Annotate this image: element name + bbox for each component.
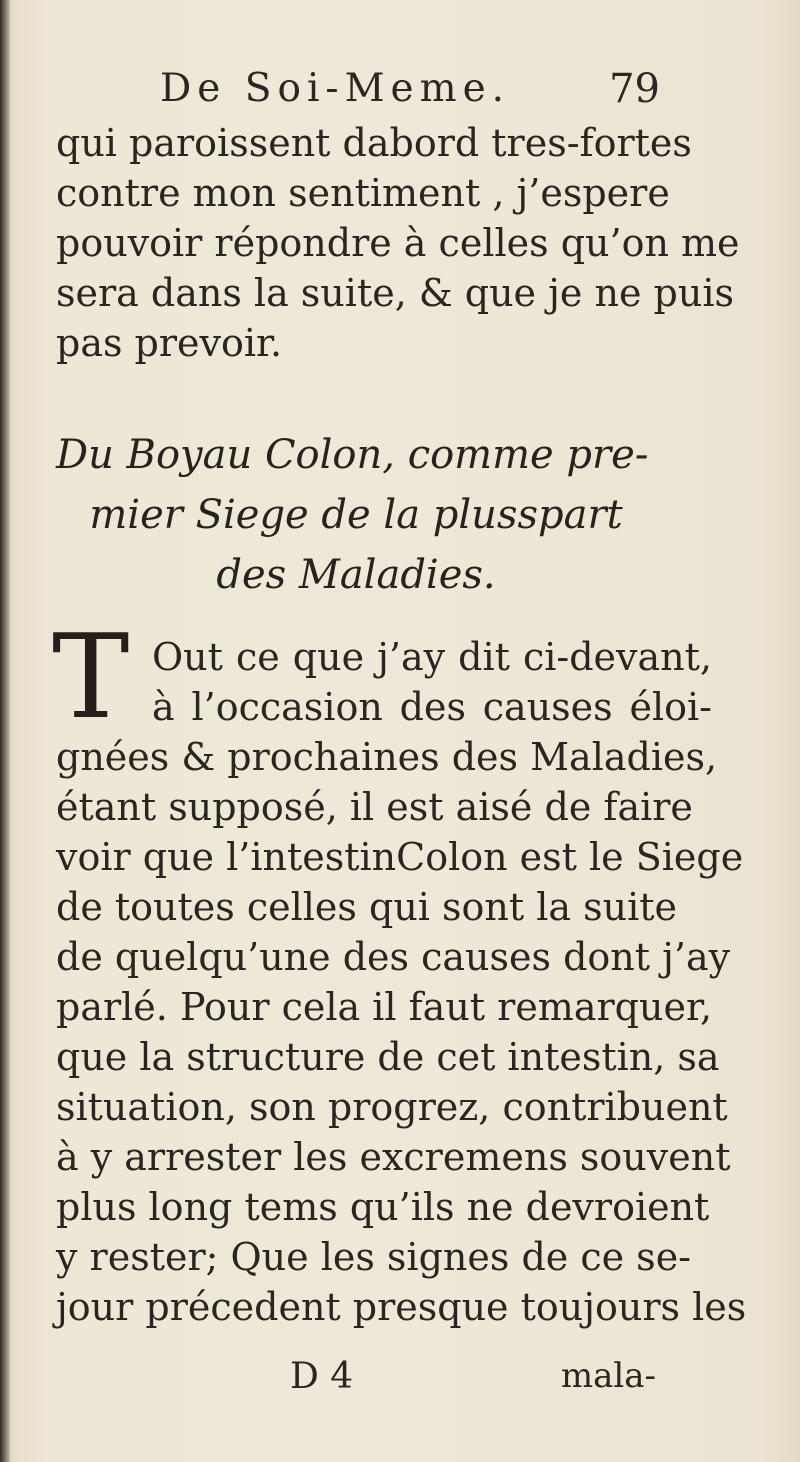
drop-cap: T	[52, 610, 130, 745]
text-line: pouvoir répondre à celles qu’on me	[56, 221, 740, 265]
running-title: De Soi-Meme.	[160, 66, 511, 111]
signature-mark: D 4	[290, 1356, 354, 1397]
text-line: jour précedent presque toujours les	[56, 1285, 747, 1329]
text-line: y rester; Que les signes de ce se-	[56, 1235, 692, 1279]
text-line: voir que l’intestinColon est le Siege	[56, 835, 744, 879]
text-line: plus long tems qu’ils ne devroient	[56, 1185, 710, 1229]
page-footer	[290, 1356, 656, 1406]
text-line: pas prevoir.	[56, 321, 283, 365]
text-line: à y arrester les excremens souvent	[56, 1135, 731, 1179]
text-line: gnées & prochaines des Maladies,	[56, 735, 718, 779]
heading-line: Du Boyau Colon, comme pre-	[56, 432, 649, 478]
catchword: mala-	[560, 1356, 656, 1396]
text-line: de toutes celles qui sont la suite	[56, 885, 678, 929]
text-line: situation, son progrez, contribuent	[56, 1085, 728, 1129]
heading-line: des Maladies.	[216, 552, 496, 598]
text-line: qui paroissent dabord tres-fortes	[56, 121, 692, 165]
text-line: sera dans la suite, & que je ne puis	[56, 271, 734, 315]
text-line: contre mon sentiment , j’espere	[56, 171, 670, 215]
text-line: étant supposé, il est aisé de faire	[56, 785, 693, 829]
text-line: de quelqu’une des causes dont j’ay	[56, 935, 731, 979]
text-line: que la structure de cet intestin, sa	[56, 1035, 720, 1079]
heading-line: mier Siege de la plusspart	[89, 492, 623, 538]
text-line: à l’occasion des causes éloi-	[152, 685, 712, 729]
text-line: parlé. Pour cela il faut remarquer,	[56, 985, 713, 1029]
page-number: 79	[609, 66, 660, 112]
binding-edge	[0, 0, 10, 1462]
text-line: Out ce que j’ay dit ci-devant,	[152, 635, 712, 679]
running-head	[160, 66, 660, 116]
